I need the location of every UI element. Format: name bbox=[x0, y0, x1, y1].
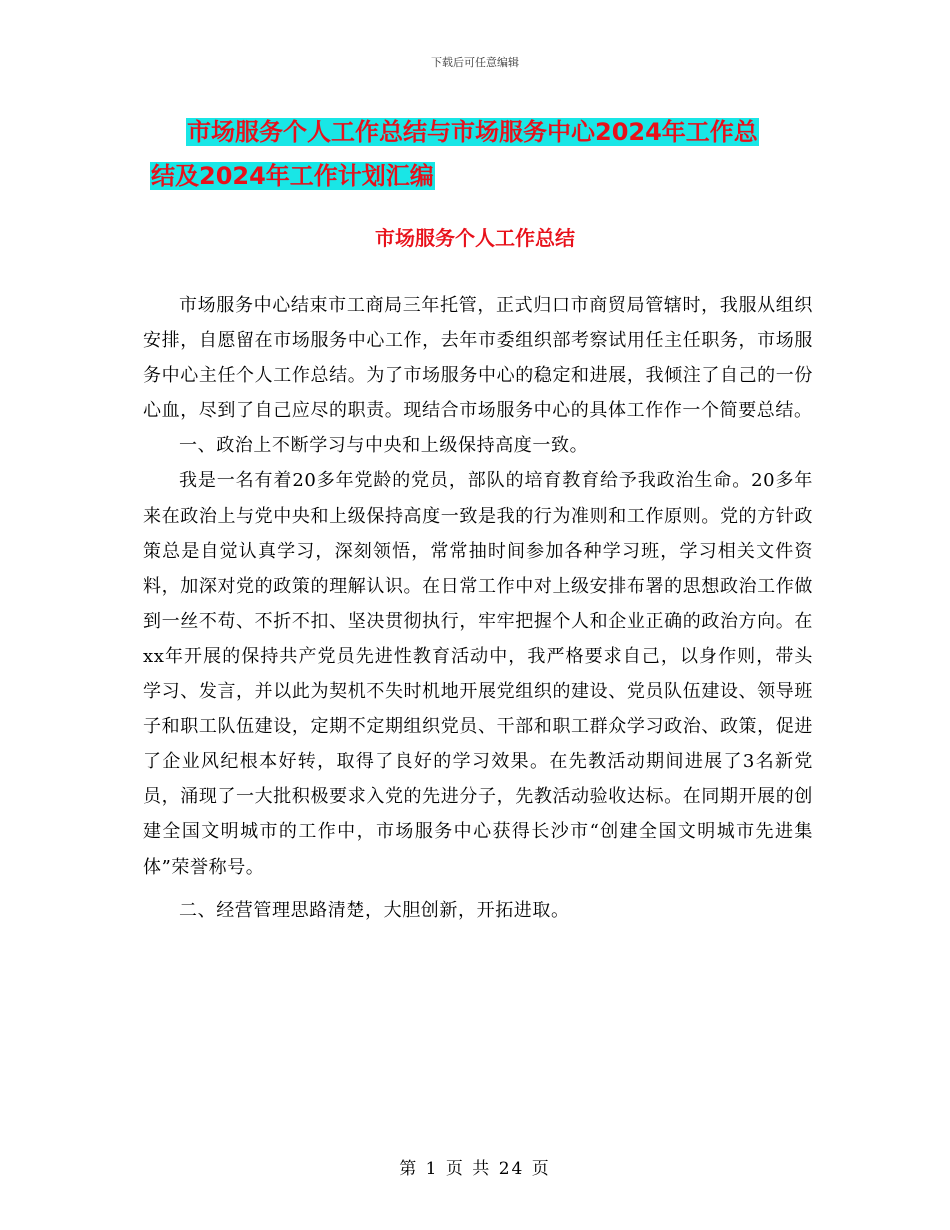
page-footer: 第 1 页 共 24 页 bbox=[399, 1159, 551, 1179]
paragraph-intro: 市场服务中心结束市工商局三年托管，正式归口市商贸局管辖时，我服从组织安排，自愿留在市场服务中心工作，去年市委组织部考察试用任主任职务，市场服务中心主任个人工作总结。为了市场服务中心的稳定和进展，我倾注了自己的一份心血，尽到了自己应尽的职责。现结合市场服务中心的具体工作作一个简要总结。 bbox=[143, 295, 813, 422]
body-text bbox=[143, 288, 813, 928]
document-title-line-1-text: 市场服务个人工作总结与市场服务中心2024年工作总 bbox=[187, 118, 758, 146]
document-title-line-2 bbox=[150, 154, 435, 198]
document-title-line-2-text: 结及2024年工作计划汇编 bbox=[151, 162, 434, 190]
paragraph-heading-2: 二、经营管理思路清楚，大胆创新，开拓进取。 bbox=[179, 899, 570, 921]
document-title bbox=[150, 110, 850, 198]
document-title-line-1 bbox=[186, 110, 759, 154]
header-note: 下载后可任意编辑 bbox=[431, 56, 519, 69]
paragraph-political: 我是一名有着20多年党龄的党员，部队的培育教育给予我政治生命。20多年来在政治上与党中央和上级保持高度一致是我的行为准则和工作原则。党的方针政策总是自觉认真学习，深刻领悟，常常抽时间参加各种学习班，学习相关文件资料，加深对党的政策的理解认识。在日常工作中对上级安排布署的思想政治工作做到一丝不苟、不折不扣、坚决贯彻执行，牢牢把握个人和企业正确的政治方向。在xx年开展的保持共产党员先进性教育活动中，我严格要求自己，以身作则，带头学习、发言，并以此为契机不失时机地开展党组织的建设、党员队伍建设、领导班子和职工队伍建设，定期不定期组织党员、干部和职工群众学习政治、政策，促进了企业风纪根本好转，取得了良好的学习效果。在先教活动期间进展了3名新党员，涌现了一大批积极要求入党的先进分子，先教活动验收达标。在同期开展的创建全国文明城市的工作中，市场服务中心获得长沙市“创建全国文明城市先进集体”荣誉称号。 bbox=[143, 470, 813, 878]
paragraph-heading-1: 一、政治上不断学习与中央和上级保持高度一致。 bbox=[179, 435, 589, 457]
section-title: 市场服务个人工作总结 bbox=[375, 226, 575, 250]
